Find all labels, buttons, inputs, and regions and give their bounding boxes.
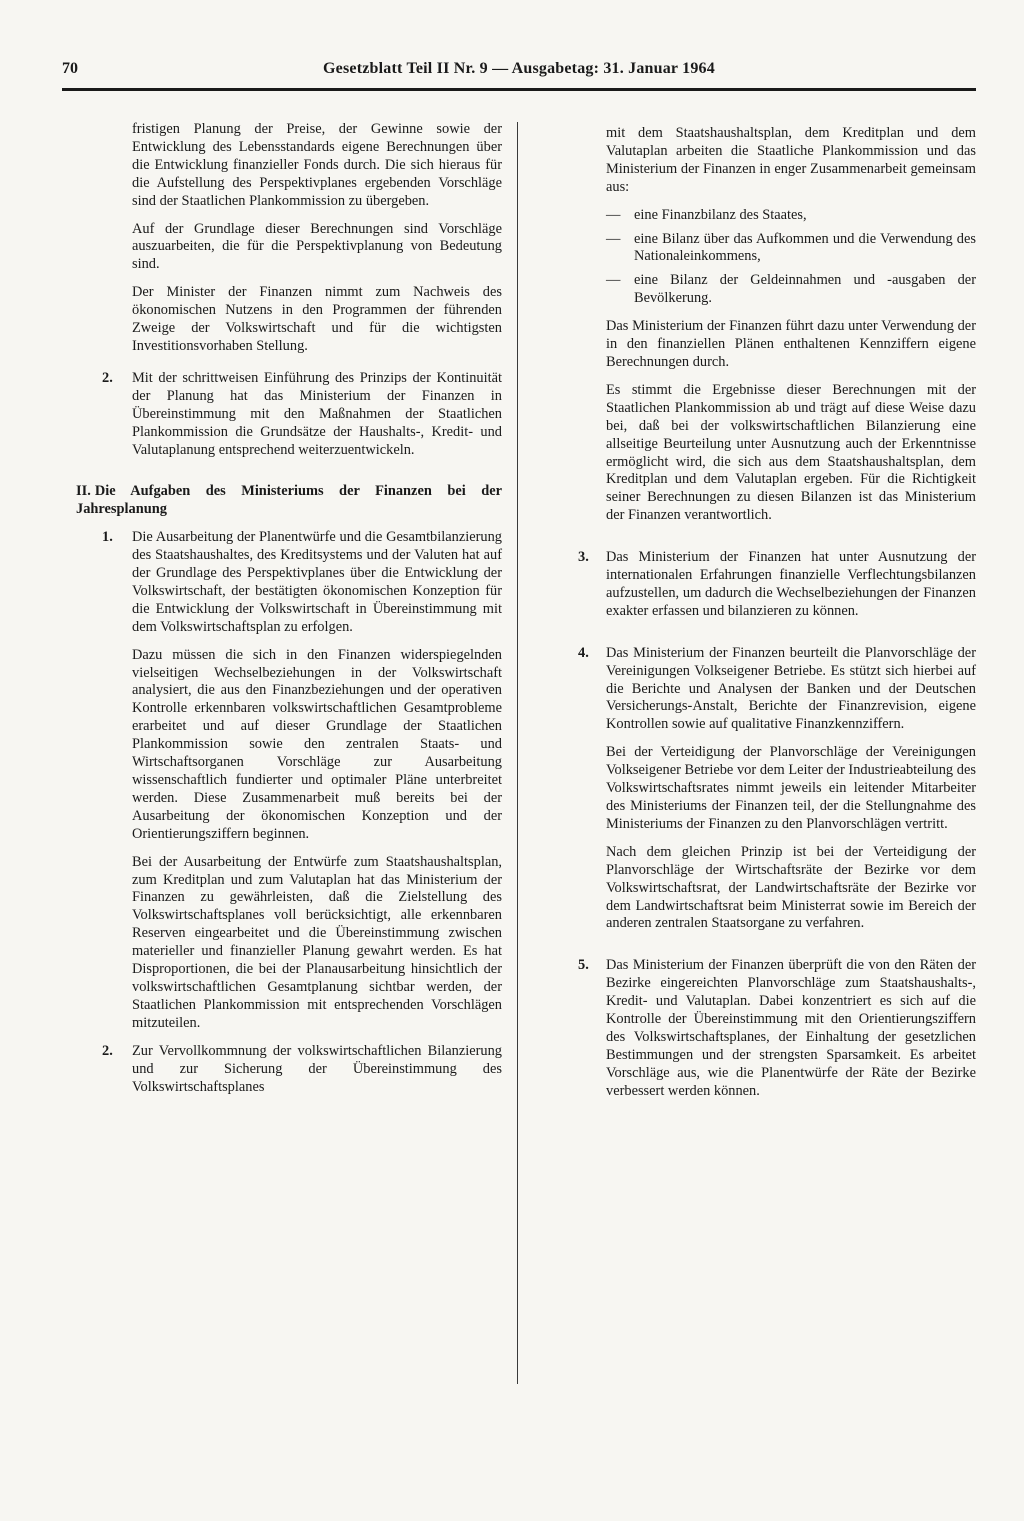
- dash-bullet: —: [606, 230, 621, 247]
- dash-list-item-2: [578, 231, 976, 267]
- list-item-5: [578, 957, 976, 1100]
- list-item-number: 2.: [102, 1042, 113, 1059]
- list-item-text: Mit der schrittweisen Einführung des Prinzips der Kontinuität der Planung hat das Ministerium der Finanzen in Übereinstimmung mit den Maßnahmen der Staatlichen Plankommission die Grundsätze der Haushalts-, Kredit- und Valutaplanung entsprechend weiterzuentwickeln.: [132, 369, 502, 458]
- dash-bullet: —: [606, 272, 621, 289]
- list-item-4: [578, 645, 976, 735]
- item4-paragraph-2: Bei der Verteidigung der Planvorschläge der Vereinigungen Volkseigener Betriebe vor dem Leiter der Industrieabteilung des Volkswirtschaftsrates nimmt jeweils ein leitender Mitarbeiter des Ministeriums der Finanzen teil, der die Stellungnahme des Ministeriums der Finanzen zu den Planvorschlägen vertritt.: [606, 744, 976, 832]
- list-item-text: Das Ministerium der Finanzen hat unter Ausnutzung der internationalen Erfahrungen finanzielle Verflechtungsbilanzen aufzustellen, um dadurch die Wechselbeziehungen der Finanzen exakter erfassen und bilanzieren zu können.: [606, 549, 976, 619]
- section2-item-1: [66, 529, 502, 636]
- dash-bullet: —: [606, 206, 621, 223]
- list-item-number: 5.: [578, 957, 589, 974]
- list-item-2: [66, 370, 502, 460]
- section-heading: [66, 483, 502, 519]
- dash-list-item-3: [578, 272, 976, 308]
- list-item-number: 1.: [102, 529, 113, 546]
- left-column: [66, 121, 502, 1096]
- section2-paragraph-2: Dazu müssen die sich in den Finanzen widerspiegelnden vielseitigen Wechselbeziehungen in der Volkswirtschaft analysiert, die aus den Finanzbeziehungen und der operativen Kontrolle erkennbaren volkswirtschaftlichen Gesamtprobleme erarbeitet und auf dieser Grundlage der Staatlichen Plankommission sowie den zentralen Staats- und Wirtschaftsorganen Vorschläge zur Ausarbeitung wissenschaftlich fundierter und optimaler Pläne unterbreitet werden. Diese Zusammenarbeit muß bereits bei der Ausarbeitung der ökonomischen Konzeption und der Orientierungsziffern beginnen.: [132, 646, 502, 842]
- dash-item-text: eine Bilanz der Geldeinnahmen und -ausgaben der Bevölkerung.: [634, 272, 976, 307]
- dash-list-item-1: [578, 207, 976, 225]
- section-number: II.: [76, 483, 91, 500]
- right-paragraph-1: mit dem Staatshaushaltsplan, dem Kreditplan und dem Valutaplan arbeiten die Staatliche Plankommission und das Ministerium der Finanzen in enger Zusammenarbeit gemeinsam aus:: [606, 125, 976, 195]
- page-number: 70: [62, 60, 78, 77]
- left-paragraph-1: fristigen Planung der Preise, der Gewinne sowie der Entwicklung des Lebensstandards eigene Berechnungen über die Entwicklung finanzieller Fonds durch. Die sich hieraus für die Aufstellung des Perspektivplanes ergebenden Vorschläge sind der Staatlichen Plankommission zu übergeben.: [132, 121, 502, 209]
- section2-paragraph-3: Bei der Ausarbeitung der Entwürfe zum Staatshaushaltsplan, zum Kreditplan und zum Valutaplan hat das Ministerium der Finanzen zu gewährleisten, daß die Zielstellung des Volkswirtschaftsplanes voll berücksichtigt, alle erkennbaren Reserven eingearbeitet und die Übereinstimmung zwischen materieller und finanzieller Planung gewahrt werden. Es hat Disproportionen, die bei der Planausarbeitung hinsichtlich der volkswirtschaftlichen Gesamtplanung sichtbar werden, der Staatlichen Plankommission mit entsprechenden Vorschlägen mitzuteilen.: [132, 853, 502, 1031]
- right-paragraph-2: Das Ministerium der Finanzen führt dazu unter Verwendung der in den finanziellen Plänen enthaltenen Kennziffern eigene Berechnungen durch.: [606, 318, 976, 370]
- list-item-3: [578, 549, 976, 621]
- list-item-text: Das Ministerium der Finanzen beurteilt die Planvorschläge der Vereinigungen Volkseigener Betriebe. Es stützt sich hierbei auf die Berichte und Analysen der Banken und der Deutschen Versicherungs-Anstalt, Berichte der Finanzrevision, eigene Kontrollen sowie auf qualitative Finanzkennziffern.: [606, 644, 976, 733]
- list-item-text: Die Ausarbeitung der Planentwürfe und die Gesamtbilanzierung des Staatshaushaltes, des Kreditsystems und der Valuten hat auf der Grundlage des Perspektivplanes über die Entwicklung der Volkswirtschaft, der bestätigten ökonomischen Konzeption für die Entwicklung der Volkswirtschaft in Übereinstimmung mit dem Volkswirtschaftsplan zu erfolgen.: [132, 529, 502, 635]
- left-paragraph-3: Der Minister der Finanzen nimmt zum Nachweis des ökonomischen Nutzens in den Programmen der führenden Zweige der Volkswirtschaft und für die wichtigsten Investitionsvorhaben Stellung.: [132, 284, 502, 354]
- header-rule: [62, 88, 976, 91]
- dash-item-text: eine Bilanz über das Aufkommen und die Verwendung des Nationaleinkommens,: [634, 230, 976, 265]
- list-item-number: 4.: [578, 644, 589, 661]
- list-item-text: Zur Vervollkommnung der volkswirtschaftlichen Bilanzierung und zur Sicherung der Übereinstimmung des Volkswirtschaftsplanes: [132, 1042, 502, 1095]
- page-header: [62, 58, 976, 84]
- item4-paragraph-3: Nach dem gleichen Prinzip ist bei der Verteidigung der Planvorschläge der Wirtschaftsräte der Bezirke vor dem Volkswirtschaftsrat, der Landwirtschaftsräte der Bezirke vor dem Landwirtschaftsrat beim Ministerrat sowie im Bereich der anderen zentralen Staatsorgane zu verfahren.: [606, 843, 976, 932]
- dash-item-text: eine Finanzbilanz des Staates,: [634, 206, 807, 223]
- left-paragraph-2: Auf der Grundlage dieser Berechnungen sind Vorschläge auszuarbeiten, die für die Perspektivplanung von Bedeutung sind.: [132, 220, 502, 273]
- right-column: [578, 125, 976, 1101]
- list-item-text: Das Ministerium der Finanzen überprüft die von den Räten der Bezirke eingereichten Planvorschläge zum Staatshaushalts-, Kredit- und Valutaplan. Dabei konzentriert es sich auf die Kontrolle der Übereinstimmung mit den Orientierungsziffern des Volkswirtschaftsplanes, der Einhaltung der gesetzlichen Bestimmungen und der strengsten Sparsamkeit. Es arbeitet Vorschläge aus, wie die Planentwürfe der Räte der Bezirke verbessert werden können.: [606, 957, 976, 1099]
- list-item-number: 2.: [102, 369, 113, 386]
- section-title: Die Aufgaben des Ministeriums der Finanzen bei der Jahresplanung: [76, 483, 502, 518]
- section2-item-2: [66, 1043, 502, 1097]
- right-paragraph-3: Es stimmt die Ergebnisse dieser Berechnungen mit der Staatlichen Plankommission ab und trägt auf diese Weise dazu bei, daß bei der volkswirtschaftlichen Bilanzierung eine allseitige Beurteilung unter Ausnutzung auch der Erkenntnisse ermöglicht wird, die sich aus dem Staatshaushaltsplan, dem Kreditplan und dem Valutaplan ergeben. Für die Richtigkeit seiner Berechnungen zu diesen Bilanzen ist das Ministerium der Finanzen verantwortlich.: [606, 381, 976, 524]
- column-divider: [517, 122, 518, 1384]
- running-head: Gesetzblatt Teil II Nr. 9 — Ausgabetag: 31. Januar 1964: [323, 60, 715, 77]
- list-item-number: 3.: [578, 549, 589, 566]
